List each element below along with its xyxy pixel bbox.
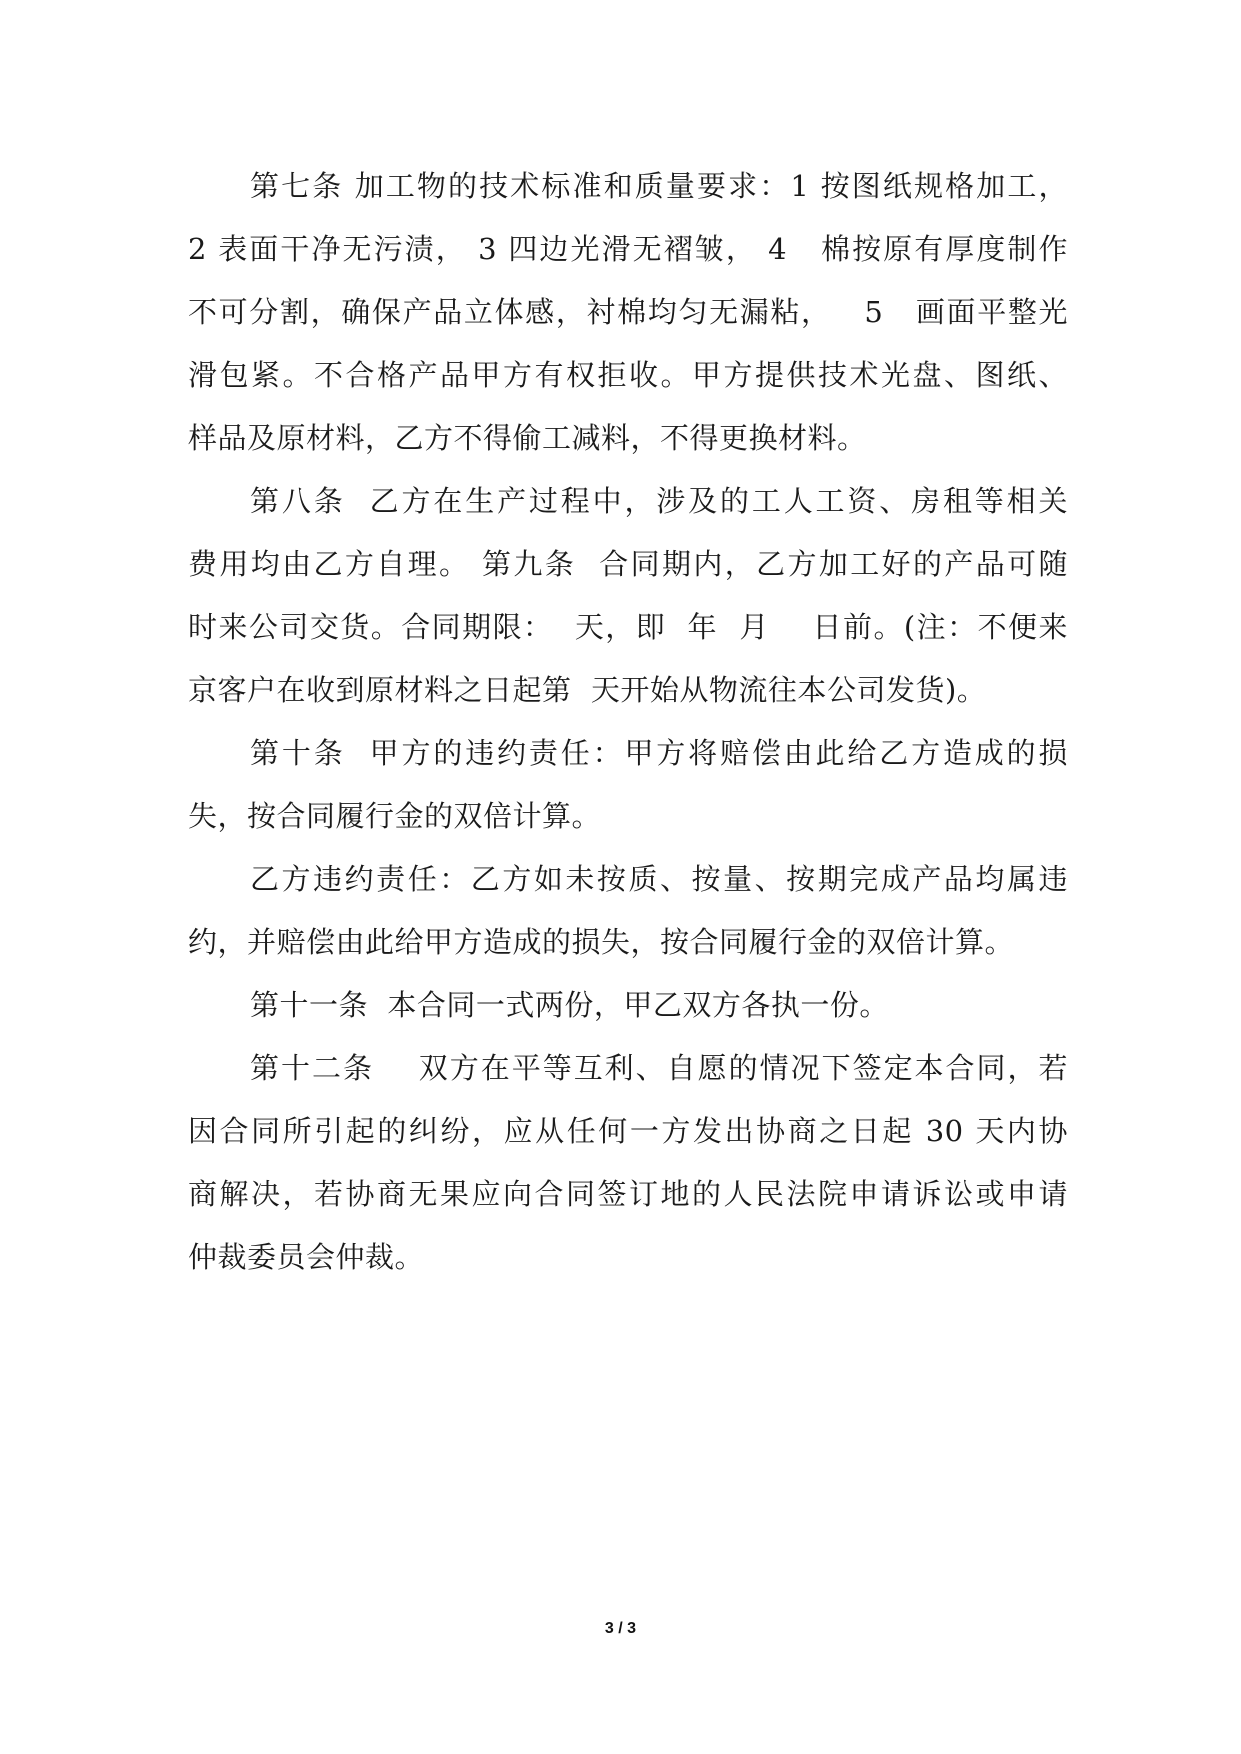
page-number: 3 / 3 [604,1620,637,1637]
article-11-line-1: 第十一条 本合同一式两份，甲乙双方各执一份。 [250,988,889,1022]
article-7-line-1: 第七条 加工物的技术标准和质量要求：1 按图纸规格加工， [250,169,1068,203]
article-7-line-2: 2 表面干净无污渍， 3 四边光滑无褶皱， 4 棉按原有厚度制作 [188,232,1068,266]
party-b-liability-line-1: 乙方违约责任：乙方如未按质、按量、按期完成产品均属违 [250,862,1068,896]
article-12-line-2: 因合同所引起的纠纷，应从任何一方发出协商之日起 30 天内协 [188,1114,1068,1148]
article-8-line-1: 第八条 乙方在生产过程中，涉及的工人工资、房租等相关 [250,484,1068,518]
article-7-line-3: 不可分割，确保产品立体感，衬棉均匀无漏粘， 5 画面平整光 [188,295,1068,329]
article-10-line-1: 第十条 甲方的违约责任：甲方将赔偿由此给乙方造成的损 [250,736,1068,770]
article-12-line-3: 商解决，若协商无果应向合同签订地的人民法院申请诉讼或申请 [188,1177,1068,1211]
article-8-9-line-2: 费用均由乙方自理。 第九条 合同期内，乙方加工好的产品可随 [188,547,1068,581]
article-12-line-1: 第十二条 双方在平等互利、自愿的情况下签定本合同，若 [250,1051,1068,1085]
article-10-line-2: 失，按合同履行金的双倍计算。 [188,799,602,833]
article-7-line-4: 滑包紧。不合格产品甲方有权拒收。甲方提供技术光盘、图纸、 [188,358,1068,392]
party-b-liability-line-2: 约，并赔偿由此给甲方造成的损失，按合同履行金的双倍计算。 [188,925,1015,959]
document-body [188,155,1068,1289]
article-9-line-3: 时来公司交货。合同期限： 天，即 年 月 日前。(注：不便来 [188,610,1068,644]
article-12-line-4: 仲裁委员会仲裁。 [188,1240,425,1274]
article-9-line-4: 京客户在收到原材料之日起第 天开始从物流往本公司发货)。 [188,673,987,707]
article-7-line-5: 样品及原材料，乙方不得偷工减料，不得更换材料。 [188,421,867,455]
